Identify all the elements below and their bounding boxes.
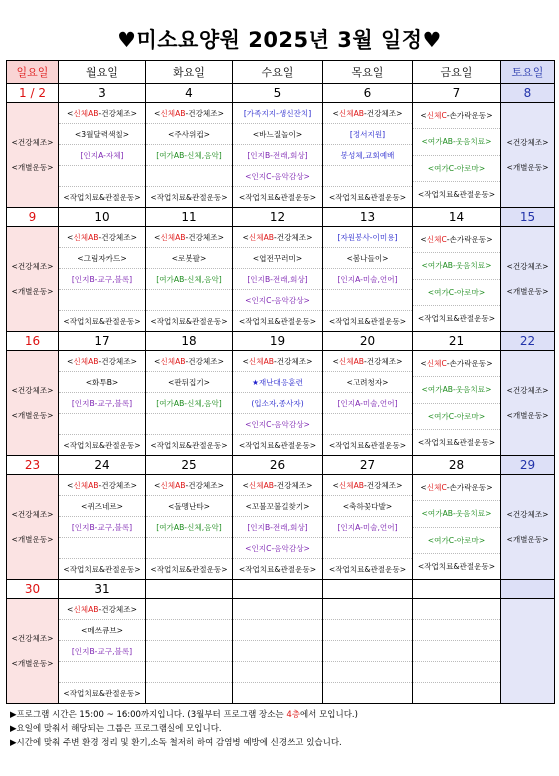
activity-line: <작업치료&관절운동>	[150, 440, 228, 450]
weekday-schedule-cell	[413, 475, 501, 580]
activity-line: < 신체C -손가락운동>	[413, 103, 500, 129]
schedule-row	[7, 103, 555, 208]
activity-line	[146, 662, 232, 683]
activity-line: <고려청자>	[323, 372, 412, 393]
date-cell	[501, 580, 555, 599]
weekday-schedule-cell	[59, 351, 146, 456]
date-row	[7, 84, 555, 103]
activity-line: < 신체AB -건강체조>	[233, 475, 322, 496]
header-sunday: 일요일	[7, 61, 59, 84]
activity-line: [여가AB-신체,음악]	[146, 145, 232, 166]
note-highlight: 4층	[286, 710, 300, 720]
header-monday: 월요일	[59, 61, 146, 84]
activity-line: < 신체AB -건강체조>	[323, 351, 412, 372]
weekday-schedule-cell	[413, 351, 501, 456]
sunday-schedule-cell	[7, 475, 59, 580]
weekend-activity: <개별운동>	[11, 163, 54, 172]
weekday-schedule-cell	[59, 475, 146, 580]
activity-line: < 신체AB -건강체조>	[146, 103, 232, 124]
weekday-schedule-cell	[233, 475, 323, 580]
activity-line	[233, 599, 322, 620]
activity-line: <여가AB-웃음치료>	[413, 377, 500, 403]
activity-line	[323, 414, 412, 435]
activity-line: [인지B-전래,회상]	[233, 145, 322, 166]
activity-line	[146, 166, 232, 187]
date-cell: 4	[146, 84, 233, 103]
sunday-schedule-cell	[7, 351, 59, 456]
activity-line: <작업치료&관절운동>	[328, 564, 407, 574]
date-cell: 29	[501, 456, 555, 475]
weekend-activity: <개별운동>	[506, 287, 549, 296]
activity-line	[413, 662, 500, 683]
activity-line: [인지B-교구,블록]	[59, 269, 145, 290]
header-wednesday: 수요일	[233, 61, 323, 84]
activity-line	[146, 683, 232, 703]
header-friday: 금요일	[413, 61, 501, 84]
activity-line: [인지B-교구,블록]	[59, 393, 145, 414]
activity-line: [여가AB-신체,음악]	[146, 393, 232, 414]
activity-line: (입소자,종사자)	[233, 393, 322, 414]
weekday-schedule-cell	[233, 599, 323, 704]
activity-line	[323, 538, 412, 559]
activity-line: <작업치료&관절운동>	[328, 316, 407, 326]
weekday-schedule-cell	[323, 227, 413, 332]
activity-line	[413, 599, 500, 620]
date-cell: 23	[7, 456, 59, 475]
activity-line	[323, 290, 412, 311]
sunday-schedule-cell	[7, 227, 59, 332]
activity-line: [여가AB-신체,음악]	[146, 269, 232, 290]
date-cell: 28	[413, 456, 501, 475]
sunday-schedule-cell	[7, 103, 59, 208]
weekend-activity: <건강체조>	[506, 262, 549, 271]
activity-line: < 신체C -손가락운동>	[413, 351, 500, 377]
schedule-row	[7, 475, 555, 580]
activity-line: <작업치료&관절운동>	[417, 437, 496, 447]
activity-line	[413, 683, 500, 703]
activity-line: <인지C-음악감상>	[233, 290, 322, 311]
date-cell	[146, 580, 233, 599]
header-tuesday: 화요일	[146, 61, 233, 84]
activity-line	[323, 599, 412, 620]
activity-line: <작업치료&관절운동>	[328, 440, 407, 450]
weekend-activity: <개별운동>	[11, 287, 54, 296]
weekday-schedule-cell	[59, 103, 146, 208]
date-cell: 16	[7, 332, 59, 351]
activity-line: <엽전꾸러미>	[233, 248, 322, 269]
schedule-row	[7, 227, 555, 332]
activity-line	[59, 290, 145, 311]
activity-line: < 신체AB -건강체조>	[59, 103, 145, 124]
activity-line: <작업치료&관절운동>	[417, 561, 496, 571]
date-row	[7, 580, 555, 599]
activity-line: < 신체AB -건강체조>	[323, 103, 412, 124]
activity-line	[233, 683, 322, 703]
date-cell: 13	[323, 208, 413, 227]
activity-line: < 신체AB -건강체조>	[146, 475, 232, 496]
weekend-activity: <건강체조>	[11, 634, 54, 643]
activity-line	[59, 662, 145, 683]
activity-line: <작업치료&관절운동>	[417, 189, 496, 199]
date-cell: 20	[323, 332, 413, 351]
activity-line	[146, 538, 232, 559]
schedule-row	[7, 599, 555, 704]
date-row	[7, 332, 555, 351]
activity-line	[323, 166, 412, 187]
saturday-schedule-cell	[501, 599, 555, 704]
activity-line: <작업치료&관절운동>	[63, 192, 141, 202]
weekday-schedule-cell	[413, 103, 501, 208]
saturday-schedule-cell	[501, 351, 555, 456]
weekday-schedule-cell	[146, 475, 233, 580]
date-cell: 7	[413, 84, 501, 103]
date-cell: 11	[146, 208, 233, 227]
date-cell	[323, 580, 413, 599]
activity-line	[146, 414, 232, 435]
activity-line: <봄나들이>	[323, 248, 412, 269]
activity-line: <여가C-아로마>	[413, 528, 500, 554]
activity-line: <여가C-아로마>	[413, 404, 500, 430]
weekday-schedule-cell	[59, 227, 146, 332]
weekday-schedule-cell	[323, 599, 413, 704]
activity-line: <작업치료&관절운동>	[238, 192, 317, 202]
activity-line: [인지B-전래,회상]	[233, 269, 322, 290]
activity-line: < 신체C -손가락운동>	[413, 475, 500, 501]
date-cell: 21	[413, 332, 501, 351]
date-cell: 17	[59, 332, 146, 351]
activity-line: [정서지원]	[323, 124, 412, 145]
activity-line: <퀴즈네르>	[59, 496, 145, 517]
activity-line: <주사위컵>	[146, 124, 232, 145]
activity-line: 봉성체,교회예배	[323, 145, 412, 166]
weekday-schedule-cell	[233, 103, 323, 208]
date-cell: 12	[233, 208, 323, 227]
activity-line: <여가C-아로마>	[413, 280, 500, 306]
weekend-activity: <개별운동>	[506, 411, 549, 420]
activity-line: <로봇팔>	[146, 248, 232, 269]
activity-line: <화투B>	[59, 372, 145, 393]
header-thursday: 목요일	[323, 61, 413, 84]
activity-line: [인지A-미술,언어]	[323, 269, 412, 290]
activity-line: <여가AB-웃음치료>	[413, 129, 500, 155]
activity-line	[146, 641, 232, 662]
activity-line: <작업치료&관절운동>	[238, 440, 317, 450]
activity-line	[413, 620, 500, 641]
activity-line: <작업치료&관절운동>	[328, 192, 407, 202]
date-cell: 30	[7, 580, 59, 599]
activity-line	[323, 641, 412, 662]
date-cell: 14	[413, 208, 501, 227]
date-cell: 18	[146, 332, 233, 351]
activity-line: < 신체AB -건강체조>	[59, 227, 145, 248]
activity-line	[233, 620, 322, 641]
date-cell: 26	[233, 456, 323, 475]
activity-line: < 신체AB -건강체조>	[146, 351, 232, 372]
date-row	[7, 208, 555, 227]
activity-line: <작업치료&관절운동>	[238, 564, 317, 574]
activity-line	[146, 290, 232, 311]
saturday-schedule-cell	[501, 227, 555, 332]
weekday-schedule-cell	[146, 227, 233, 332]
activity-line: <바느질놀이>	[233, 124, 322, 145]
activity-line: <여가AB-웃음치료>	[413, 501, 500, 527]
activity-line: <작업치료&관절운동>	[150, 316, 228, 326]
weekend-activity: <건강체조>	[506, 510, 549, 519]
activity-line	[323, 620, 412, 641]
activity-line	[59, 538, 145, 559]
activity-line: [여가AB-신체,음악]	[146, 517, 232, 538]
date-cell: 9	[7, 208, 59, 227]
date-cell	[413, 580, 501, 599]
date-cell: 5	[233, 84, 323, 103]
date-cell	[233, 580, 323, 599]
activity-line: <인지C-음악감상>	[233, 538, 322, 559]
activity-line: <작업치료&관절운동>	[417, 313, 496, 323]
weekend-activity: <건강체조>	[506, 138, 549, 147]
activity-line: < 신체AB -건강체조>	[59, 475, 145, 496]
date-cell: 19	[233, 332, 323, 351]
activity-line: <돌멩난타>	[146, 496, 232, 517]
activity-line: <판뒤집기>	[146, 372, 232, 393]
header-saturday: 토요일	[501, 61, 555, 84]
weekend-activity: <건강체조>	[11, 138, 54, 147]
activity-line: [인지B-전래,회상]	[233, 517, 322, 538]
date-row	[7, 456, 555, 475]
date-cell: 22	[501, 332, 555, 351]
activity-line: < 신체AB -건강체조>	[323, 475, 412, 496]
activity-line	[59, 166, 145, 187]
activity-line	[146, 599, 232, 620]
note-2: ▶요일에 맞춰서 해당되는 그룹은 프로그램실에 모입니다.	[10, 724, 222, 734]
date-cell: 10	[59, 208, 146, 227]
activity-line	[146, 620, 232, 641]
activity-line: <여가AB-웃음치료>	[413, 253, 500, 279]
activity-line	[233, 641, 322, 662]
weekday-schedule-cell	[233, 351, 323, 456]
calendar-table	[6, 60, 555, 704]
activity-line: <작업치료&관절운동>	[63, 688, 141, 698]
weekend-activity: <개별운동>	[506, 163, 549, 172]
activity-line	[59, 414, 145, 435]
date-cell: 3	[59, 84, 146, 103]
weekday-schedule-cell	[146, 103, 233, 208]
activity-line	[323, 683, 412, 703]
activity-line: <3월달력색칠>	[59, 124, 145, 145]
weekday-schedule-cell	[323, 351, 413, 456]
date-cell: 6	[323, 84, 413, 103]
weekend-activity: <개별운동>	[11, 659, 54, 668]
weekday-schedule-cell	[59, 599, 146, 704]
weekend-activity: <개별운동>	[506, 535, 549, 544]
activity-line: <꼬불꼬불길찾기>	[233, 496, 322, 517]
activity-line: <작업치료&관절운동>	[63, 316, 141, 326]
activity-line: < 신체AB -건강체조>	[59, 351, 145, 372]
date-cell: 25	[146, 456, 233, 475]
activity-line: < 신체AB -건강체조>	[233, 227, 322, 248]
weekday-schedule-cell	[323, 475, 413, 580]
activity-line: [인지A-미술,언어]	[323, 393, 412, 414]
activity-line: <작업치료&관절운동>	[63, 440, 141, 450]
weekend-activity: <건강체조>	[11, 510, 54, 519]
weekday-header-row	[7, 61, 555, 84]
date-cell: 8	[501, 84, 555, 103]
activity-line: <그림자카드>	[59, 248, 145, 269]
activity-line: <인지C-음악감상>	[233, 166, 322, 187]
activity-line: [자원봉사-이미용]	[323, 227, 412, 248]
activity-line: <작업치료&관절운동>	[150, 192, 228, 202]
note-1: ▶프로그램 시간은 15:00 ~ 16:00까지입니다. (3월부터 프로그램 장소는 4층에서 모입니다.)	[10, 710, 358, 720]
date-cell: 27	[323, 456, 413, 475]
schedule-row	[7, 351, 555, 456]
activity-line: [인지A-자체]	[59, 145, 145, 166]
weekday-schedule-cell	[413, 227, 501, 332]
activity-line: <인지C-음악감상>	[233, 414, 322, 435]
weekend-activity: <개별운동>	[11, 411, 54, 420]
date-cell: 31	[59, 580, 146, 599]
activity-line: < 신체AB -건강체조>	[59, 599, 145, 620]
weekend-activity: <건강체조>	[11, 386, 54, 395]
activity-line: < 신체AB -건강체조>	[233, 351, 322, 372]
activity-line: <작업치료&관절운동>	[63, 564, 141, 574]
page-title: ♥미소요양원 2025년 3월 일정♥	[117, 28, 442, 52]
activity-line: < 신체AB -건강체조>	[146, 227, 232, 248]
activity-line: [인지B-교구,블록]	[59, 641, 145, 662]
weekday-schedule-cell	[146, 599, 233, 704]
activity-line: <축하꽃다발>	[323, 496, 412, 517]
weekend-activity: <건강체조>	[506, 386, 549, 395]
weekday-schedule-cell	[323, 103, 413, 208]
activity-line: <여가C-아로마>	[413, 156, 500, 182]
date-cell: 24	[59, 456, 146, 475]
activity-line	[233, 662, 322, 683]
weekday-schedule-cell	[146, 351, 233, 456]
activity-line: <작업치료&관절운동>	[150, 564, 228, 574]
activity-line: ★재난대응훈련	[233, 372, 322, 393]
saturday-schedule-cell	[501, 475, 555, 580]
note-3: ▶시간에 맞춰 주변 환경 정리 및 환기,소독 철저히 하여 감염병 예방에 신경쓰고 있습니다.	[10, 738, 342, 748]
activity-line: [인지B-교구,블록]	[59, 517, 145, 538]
weekend-activity: <개별운동>	[11, 535, 54, 544]
saturday-schedule-cell	[501, 103, 555, 208]
activity-line: [인지A-미술,언어]	[323, 517, 412, 538]
weekday-schedule-cell	[233, 227, 323, 332]
activity-line: <메쓰큐브>	[59, 620, 145, 641]
notes	[10, 708, 358, 750]
date-cell: 15	[501, 208, 555, 227]
activity-line	[323, 662, 412, 683]
sunday-schedule-cell	[7, 599, 59, 704]
weekend-activity: <건강체조>	[11, 262, 54, 271]
date-cell: 1 / 2	[7, 84, 59, 103]
activity-line: [가족지지-생신잔치]	[233, 103, 322, 124]
activity-line	[413, 641, 500, 662]
weekday-schedule-cell	[413, 599, 501, 704]
activity-line: < 신체C -손가락운동>	[413, 227, 500, 253]
activity-line: <작업치료&관절운동>	[238, 316, 317, 326]
